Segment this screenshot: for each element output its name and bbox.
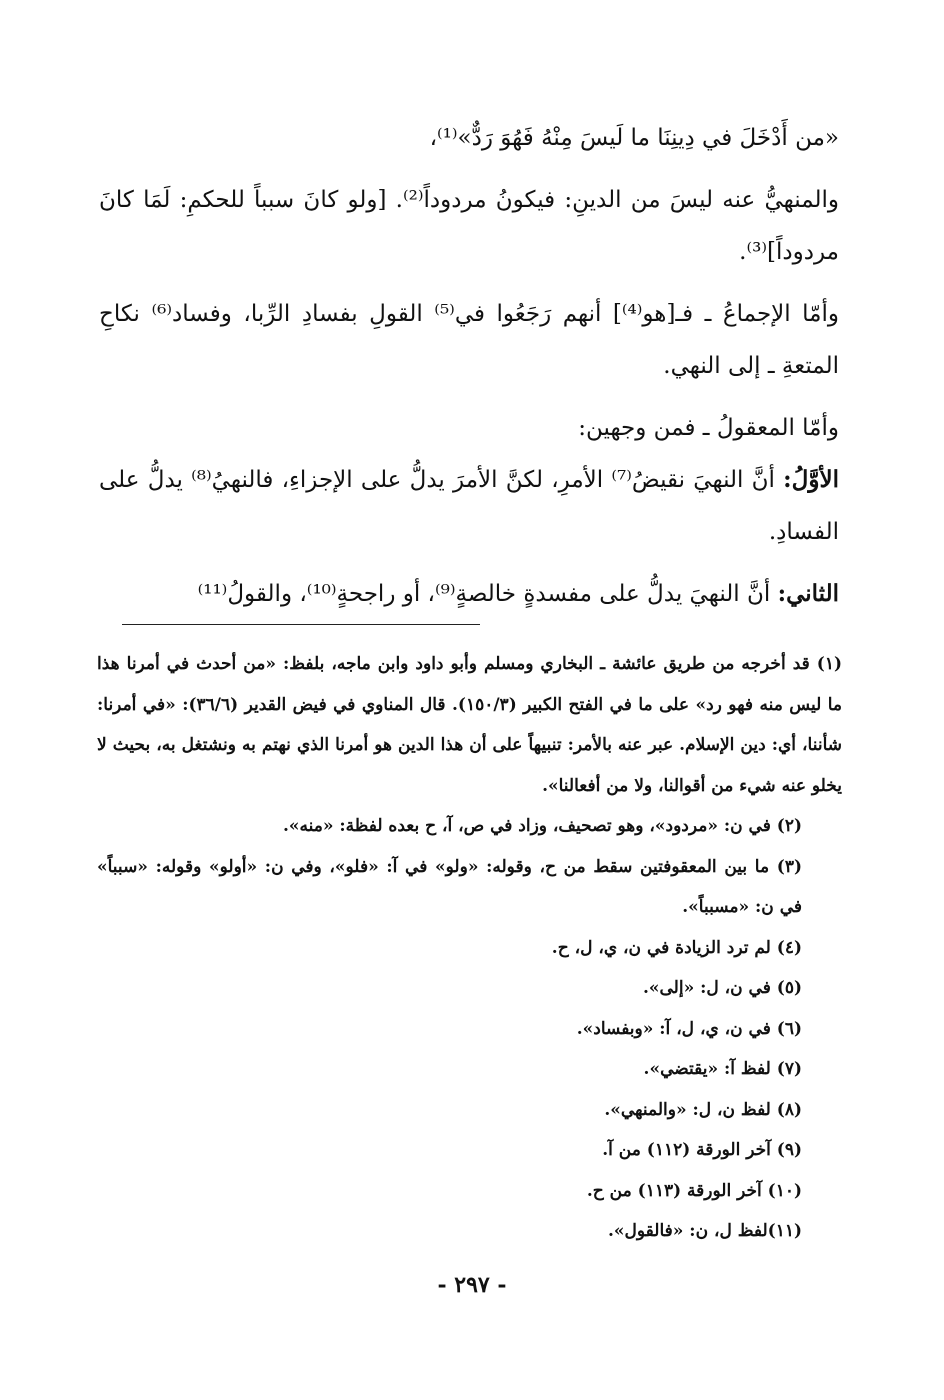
- footnote-5: (٥) في ن، ل: «إلى».: [642, 978, 802, 998]
- paragraph-consensus: وأمّا الإجماعُ ـ فـ[هو⁽⁴⁾] أنهم رَجَعُوا في⁽⁵⁾ القولِ بفسادِ الرِّبا، وفساد⁽⁶⁾ نكاحِ المتعةِ ـ إلى النهي.: [99, 301, 840, 379]
- footnote-11: (١١)لفظ ل، ن: «فالقول».: [607, 1221, 802, 1241]
- paragraph-first-aspect: [99, 454, 839, 558]
- footnote-1: (١) قد أخرجه من طريق عائشة ـ البخاري ومسلم وأبو داود وابن ماجه، بلفظ: «من أحدث في أمرنا هذا ما ليس منه فهو رد» على ما في الفتح الكبير (١٥٠/٣). قال المناوي في فيض القدير (٣٦/٦): «في أمرنا: شأننا، أي: دين الإسلام. عبر عنه بالأمر: تنبيهاً على أن هذا الدين هو أمرنا الذي نهتم به ونشتغل به، بحيث لا يخلو عنه شيء من أقوالنا، ولا من أفعالنا».: [97, 654, 842, 796]
- paragraph-reason-intro: وأمّا المعقولُ ـ فمن وجهين:: [578, 415, 839, 441]
- second-aspect-label: الثاني:: [777, 580, 839, 607]
- main-text: [99, 112, 839, 620]
- footnote-7: (٧) لفظ آ: «يقتضي».: [643, 1059, 802, 1079]
- footnote-6: (٦) في ن، ي، ل، آ: «وبفساد».: [576, 1018, 802, 1039]
- footnote-separator: [122, 624, 480, 625]
- footnote-3: (٣) ما بين المعقوفتين سقط من ح، وقوله: «ولو» في آ: «فلو»، وفي ن: «أولو» وقوله: «سبباً» في ن: «مسبباً».: [97, 856, 802, 917]
- footnote-8: (٨) لفظ ن، ل: «والمنهي».: [604, 1099, 802, 1120]
- second-aspect-text: أنَّ النهيَ يدلُّ على مفسدةٍ خالصةٍ⁽⁹⁾، أو راجحةٍ⁽¹⁰⁾، والقولُ⁽¹¹⁾: [197, 581, 771, 607]
- footnotes: [97, 644, 842, 1252]
- footnote-2: (٢) في ن: «مردود»، وهو تصحيف، وزاد في ص، آ، ح بعده لفظة: «منه».: [282, 816, 802, 836]
- first-aspect-text: أنَّ النهيَ نقيضُ⁽⁷⁾ الأمرِ، لكنَّ الأمرَ يدلُّ على الإجزاءِ، فالنهيُ⁽⁸⁾ يدلُّ على الفسادِ.: [99, 467, 839, 545]
- paragraph-forbidden: والمنهيُّ عنه ليسَ من الدينِ: فيكونُ مردوداً⁽²⁾. [ولو كانَ سبباً للحكمِ: لَمَا كانَ مردوداً]⁽³⁾.: [99, 187, 839, 265]
- footnote-10: (١٠) آخر الورقة (١١٣) من ح.: [586, 1180, 802, 1201]
- hadith-quote: «من أَدْخَلَ في دِينِنَا ما لَيسَ مِنْهُ فَهُوَ رَدٌّ»⁽¹⁾،: [429, 125, 839, 151]
- footnote-4: (٤) لم ترد الزيادة في ن، ي، ل، ح.: [551, 937, 802, 958]
- first-aspect-label: الأوَّلُ:: [783, 466, 839, 493]
- paragraph-second-aspect: [99, 568, 839, 620]
- page-number: - ٢٩٧ -: [437, 1272, 507, 1298]
- footnote-9: (٩) آخر الورقة (١١٢) من آ.: [602, 1140, 802, 1160]
